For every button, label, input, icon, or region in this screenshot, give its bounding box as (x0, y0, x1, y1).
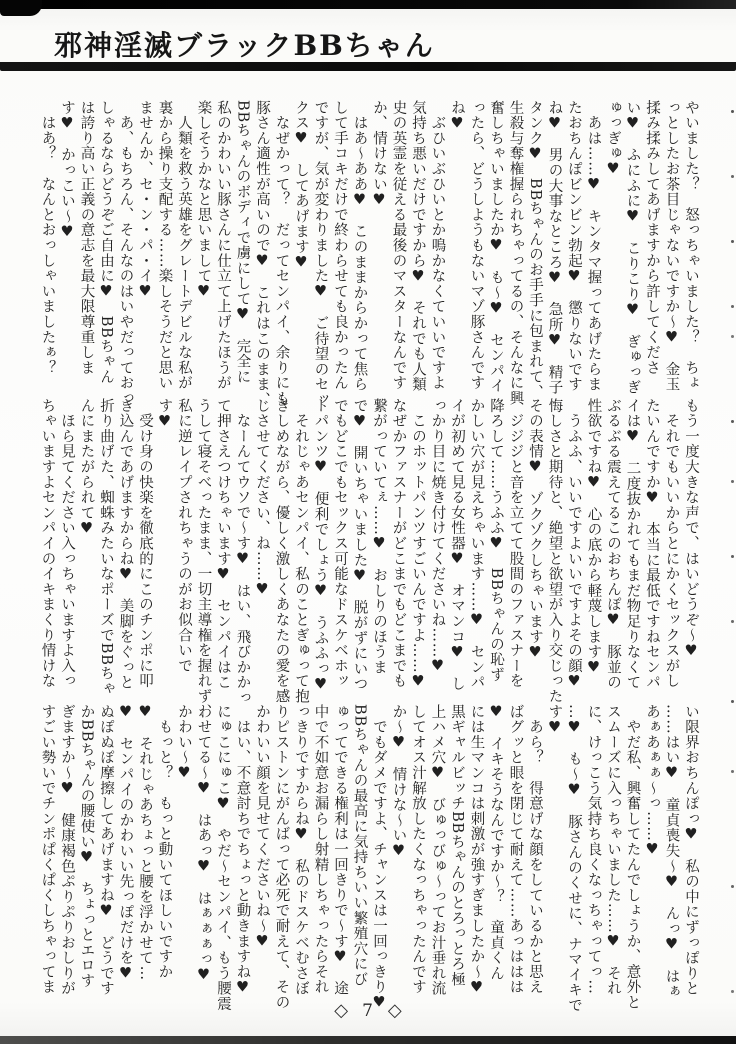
text-column: 折り曲げた、蜘蛛みたいなポーズでBBちゃ (98, 398, 114, 697)
text-column: かしい穴が見えちゃいます……♥ センパ (468, 398, 485, 691)
text-column: かわいい顔を見せてくださいね～♥ (254, 704, 270, 951)
text-column: 上ハメ穴♥ びゅっびゅ～ってお汁垂れ流 (429, 704, 446, 997)
text-column: …♥ も～♥ 豚さんのくせに、ナマイキで (566, 704, 582, 1013)
text-column: ませんか、セ・ン・パ・イ♥ (137, 100, 153, 301)
text-block-3 (37, 704, 700, 1013)
text-column: BBちゃんのボディで虜にして♥ 完全に (234, 100, 251, 385)
text-column: っかり目に焼き付けてくださいね……♥ (429, 398, 446, 675)
text-column: ほら見てください入っちゃいますよ入っ (59, 398, 75, 689)
text-column: い♥ ふにふに♥ こりこり♥ ぎゅっぎ (624, 100, 641, 396)
text-column: ぶるぶる震えてるこのおちんぽ♥ 豚並の (605, 398, 621, 691)
text-column: 受け身の快楽を徹底的にこのチンポに叩 (137, 398, 153, 689)
footer-diamond-right: ◇ (387, 1000, 402, 1021)
text-column: たおちんぽビンビン勃起♥ 懲りないです (566, 100, 582, 393)
text-column: ね♥ 男の大事なところ♥ 急所♥ 精子 (546, 100, 563, 396)
text-column: 奮しちゃいましたか♥ も～♥ センパイ (488, 100, 504, 394)
text-column: ♥ イキそうなんですか～？ 童貞くん (488, 704, 504, 981)
text-column: ったら、どうしようもないマゾ豚さんです (468, 100, 485, 391)
text-column: すごい勢いでチンポぱくぱくしちゃってま (39, 704, 56, 995)
text-column: ぶひいぶひいとか鳴かなくていいですよ (429, 100, 446, 391)
text-column: しゃるならどうぞご自由に♥ BBちゃん (98, 100, 114, 385)
text-column: 楽しそうかなと思いまして♥ (195, 100, 212, 301)
text-column: ……はい♥ 童貞喪失～♥ んっ♥ はぁ (663, 704, 680, 1000)
text-column: 生殺与奪権握られちゃってるの、そんなに興 (507, 100, 524, 406)
footer-diamond-left: ◇ (334, 1000, 349, 1021)
text-column: い限界おちんぽっ♥ 私の中にずっぽりと (683, 704, 699, 997)
text-column: イは♥ 二度抜かれてもまだ物足りなくて (624, 398, 641, 691)
text-column: んにまたがられて♥ (78, 398, 95, 538)
text-column: 私のかわいい豚さんに仕立て上げたほうが (215, 100, 231, 391)
text-column: スムーズに入っちゃいました……♥ それ (605, 704, 621, 997)
text-column: っきりですからね♥ 私のドスケベむさぼ (293, 704, 309, 997)
text-column: ゅってできる権利は一回きりで～す♥ 途 (332, 704, 348, 997)
text-column: には生マンコは刺激が強すぎましたか～♥ (468, 704, 485, 997)
text-column: タンク♥ BBちゃんのお手手に包まれて、 (527, 100, 543, 400)
text-column: それでもいいからとにかくセックスがし (663, 398, 680, 689)
text-column: 悔しさと期待と、絶望と欲望が入り交じった (546, 398, 563, 704)
text-column: あは……♥ キンタマ握ってあげたらま (585, 100, 602, 393)
text-column: か、情けない♥ (371, 100, 387, 209)
text-column: はい、不意討ちでちょっと動きますね♥ (234, 704, 251, 997)
text-column: でもどこでもセックス可能なドスケベホッ (332, 398, 348, 689)
text-column: き込んであげますからね♥ 美脚をぐっと (117, 398, 134, 691)
text-column: このホットパンツすごいんですよ……♥ (410, 398, 426, 691)
text-column: は誇り高い正義の意志を最大限尊重しま (78, 100, 95, 376)
text-column: ばグッと眼を閉じて耐えて……あっははは (507, 704, 524, 995)
header-rule (0, 62, 736, 71)
text-column: 性欲ですね♥ 心の底から軽蔑します♥ (585, 398, 602, 677)
text-column: たいんですか♥ 本当に最低ですねセンパ (644, 398, 660, 691)
text-column: す♥ かっこい～♥ (59, 100, 75, 241)
text-column: ♥ センパイのかわいい先っぽだけを♥ (117, 704, 134, 983)
text-column: 人類を救う英雄をグレートデビルな私が (176, 100, 192, 391)
text-column: に、けっこう気持ち良くなっちゃってっ… (585, 704, 602, 995)
text-column: はあ？ なんとおっしゃいましたぁ？ (39, 100, 56, 376)
text-column: ♥ それじゃあちょっと腰を浮かせて… (137, 704, 153, 981)
text-column: て押さえつけちゃいます♥ センパイはこ (215, 398, 231, 691)
text-column: す♥ (156, 398, 173, 431)
text-column: 気持ち悪いだけですから♥ それでも人類 (410, 100, 426, 393)
page-number: 7 (362, 1001, 374, 1021)
text-column: トパンツ♥ 便利でしょう♥ うふふっ♥ (312, 398, 329, 694)
text-column: か～♥ 情けな～い♥ (390, 704, 407, 860)
text-column: 豚さん適性が高いので♥ これはこのまま、 (254, 100, 270, 408)
text-column: っとしたお茶目じゃないですか～♥ 金玉 (663, 100, 680, 393)
text-column: 史の英霊を従える最後のマスターなんです (390, 100, 407, 391)
text-column: やだ私、興奮してたんでしょうか、意外と (624, 704, 641, 1010)
page-footer (0, 1000, 736, 1021)
page-edge-bleed-specks (731, 110, 734, 113)
text-column: してオス汁解放したくなっちゃったんです (410, 704, 426, 995)
text-column: あぁあぁぁ～っ……♥ (644, 704, 660, 859)
text-column: 降ろして……うふふ♥ BBちゃんの恥ず (488, 398, 504, 683)
text-column: 中で不如意お漏らし射精しちゃったらそれ (312, 704, 329, 995)
text-block-2 (37, 398, 700, 720)
text-column: はあ～ああ♥ このままからかって焦ら (351, 100, 368, 393)
text-column: 裏から操り支配する……楽しそうだと思い (156, 100, 173, 391)
text-column: イが初めて見る女性器♥ オマンコ♥ し (449, 398, 465, 692)
text-column: BBちゃんの最高に気持ちいい繁殖穴にび (351, 704, 368, 988)
text-column: ぎますか～♥ 健康褐色ぷりぷりおしりが (59, 704, 75, 997)
text-column: で♥ 開いちゃいました♥ 脱がずにいつ (351, 398, 368, 692)
text-column: にゅこにゅこ♥ やだ～センパイ、もう腰震 (215, 704, 231, 1012)
text-column: して手コキだけで終わらせても良かったん (332, 100, 348, 391)
text-column: ぬぽぬぽ摩擦してあげますね♥ どうです (98, 704, 114, 997)
text-column: 揉み揉みしてあげますから許してくださ (644, 100, 660, 376)
text-column: 私に逆レイプされちゃうのがお似合いで (176, 398, 192, 674)
text-column: うして寝そべったまま、一切主導権を握れず、 (195, 398, 212, 720)
text-column: ね♥ (449, 100, 465, 133)
text-column: きしめながら、優しく激しくあなたの愛を感 (273, 398, 290, 704)
text-column: かわい～♥ (176, 704, 192, 782)
text-column: その表情♥ ゾクゾクしちゃいます♥ (527, 398, 543, 662)
text-column: じさせてください、ね……♥ (254, 398, 270, 599)
text-column: でもダメですよ、チャンスは一回っきり♥ (371, 704, 387, 1012)
text-column: ちゃいますよセンパイのイキまくり情けな (39, 398, 56, 689)
text-column: わせてる～♥ はあっ♥ はぁぁぁっ♥ (195, 704, 212, 984)
text-column: やいました？ 怒っちゃいました？ ちょ (683, 100, 699, 391)
text-column: それじゃあセンパイ、私のことぎゅって抱 (293, 398, 309, 704)
text-column: ゅっぎゅ♥ (605, 100, 621, 178)
text-column: りピストンにがんばって必死で耐えて、その (273, 704, 290, 1010)
text-column: うふふ、いいですよいいですよその顔♥ (566, 398, 582, 691)
text-column: かBBちゃんの腰使い♥ ちょっとエロす (78, 704, 95, 989)
text-column: なーんてウソで～す♥ はい、飛びかかっ (234, 398, 251, 706)
text-column: もっと？ もっと動いてほしいですか (156, 704, 173, 980)
text-column: もう一度大きな声で、はいどうぞ～♥ (683, 398, 699, 660)
scan-corner-artifact (0, 0, 42, 16)
text-block-1 (37, 100, 700, 406)
text-column: クス♥ してあげます♥ (293, 100, 309, 272)
top-edge-bar (0, 0, 736, 9)
text-column: す♥ (546, 704, 563, 737)
text-column: あら？ 得意げな顔をしているかと思え (527, 704, 543, 995)
text-column: ですが、気が変わりました♥ ご待望のセッ (312, 100, 329, 408)
text-column: あ、もちろん、そんなのはいやだっておっ (117, 100, 134, 406)
bottom-edge-bar (0, 1036, 736, 1044)
text-column: なぜかって？ だってセンパイ、余りにも (273, 100, 290, 406)
page-title: 邪神淫滅ブラックBBちゃん (54, 29, 435, 62)
text-column: 繋がっていてぇ……♥ おしりのほうま (371, 398, 387, 675)
text-column: なぜかファスナーがどこまでもどこまでも (390, 398, 407, 689)
text-column: 黒ギャルビッチBBちゃんのとろっとろ極 (449, 704, 465, 988)
text-column: ジジジと音を立てて股間のファスナーを (507, 398, 524, 689)
